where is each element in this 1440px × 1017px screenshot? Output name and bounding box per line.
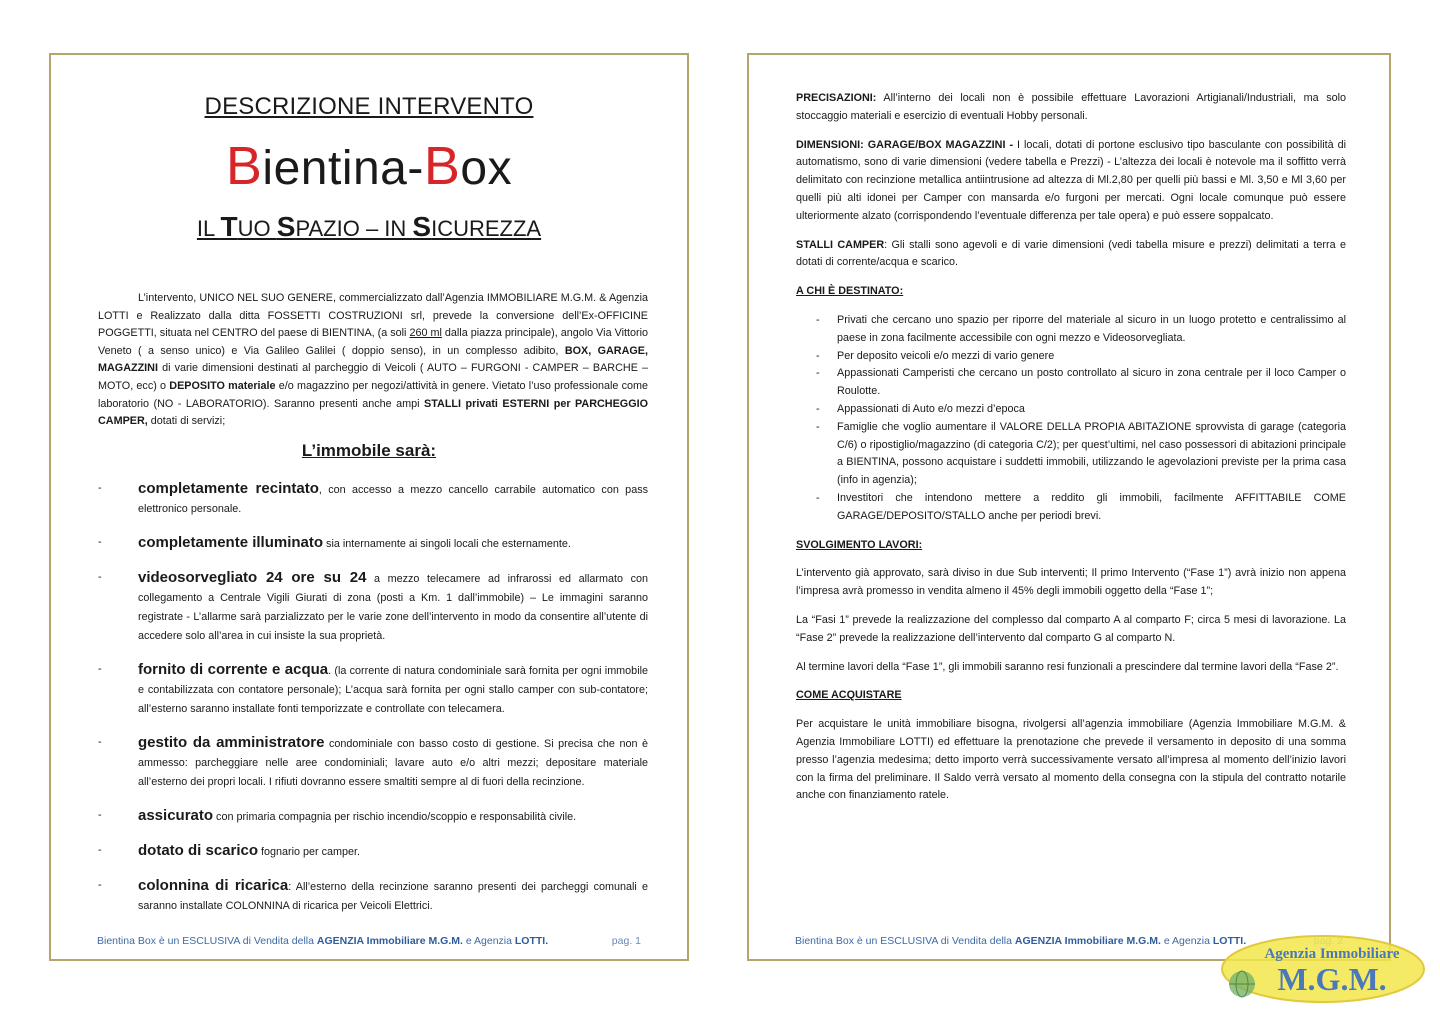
- slogan-cap: S: [276, 211, 296, 242]
- list-item-text: Famiglie che voglio aumentare il VALORE DELLA PROPIA ABITAZIONE sprovvista di garage (categoria C/6) o ripostiglio/magazzino (di categoria C/2); per quest’ultimi, nel caso possessori di abitazioni principale a BIENTINA, possono acquistare i suddetti immobili, utilizzando le agevolazioni previste per la prima casa (info in agenzia);: [837, 420, 1346, 487]
- list-item: - Privati che cercano uno spazio per riporre del materiale al sicuro in un luogo protetto e centralissimo al paese in zona facilmente accessibile con ogni mezzo e Videosorvegliata.: [816, 313, 1346, 344]
- dimensioni-paragraph: [796, 137, 1346, 226]
- slogan-part: IL: [196, 216, 221, 241]
- brand-title: [51, 135, 687, 197]
- footer-text: Bientina Box è un ESCLUSIVA di Vendita della: [795, 935, 1015, 947]
- footer-bold: LOTTI.: [514, 935, 549, 947]
- list-item-text: Investitori che intendono mettere a reddito gli immobili, facilmente AFFITTABILE COME GARAGE/DEPOSITO/STALLO anche per periodi brevi.: [837, 491, 1346, 522]
- feature-item: - colonnina di ricarica: All’esterno della recinzione saranno presenti dei parcheggi comunali e saranno installate COLONNINA di ricarica per Veicoli Elettrici.: [98, 877, 648, 912]
- feature-text: fognario per camper.: [258, 846, 361, 858]
- slogan-cap: S: [412, 211, 432, 242]
- section-heading-acquistare: COME ACQUISTARE: [796, 689, 902, 702]
- footer-text: e Agenzia: [1160, 935, 1213, 947]
- list-item: - Appassionati Camperisti che cercano un posto controllato al sicuro in zona centrale per il loco Camper o Roulotte.: [816, 367, 1346, 398]
- feature-text: sia internamente ai singoli locali che esternamente.: [323, 538, 571, 550]
- feature-item: - completamente illuminato sia internamente ai singoli locali che esternamente.: [98, 534, 571, 551]
- feature-item: - videosorvegliato 24 ore su 24 a mezzo telecamere ad infrarossi ed allarmato con collegamento a Centrale Vigili Giurati di zona (posti a Km. 1 dall’immobile) – Le immagini saranno registrate - L’allarme sarà parzializzato per le varie zone dell’intervento in modo da consentire all’utente di accedere solo all’area in cui insiste la sua proprietà.: [98, 569, 649, 642]
- lavori-paragraph: Al termine lavori della “Fase 1”, gli immobili saranno resi funzionali a prescindere dal termine lavori della “Fase 2”.: [796, 660, 1339, 673]
- footer-bold: AGENZIA Immobiliare M.G.M.: [316, 935, 463, 947]
- footer-bold: LOTTI.: [1212, 935, 1247, 947]
- list-item-text: Privati che cercano uno spazio per riporre del materiale al sicuro in un luogo protetto e centralissimo al paese in zona facilmente accessibile con ogni mezzo e Videosorvegliata.: [837, 313, 1346, 344]
- brand-part-2: ox: [460, 142, 513, 195]
- intro-underline: 260 ml: [409, 327, 442, 340]
- globe-icon: [1229, 971, 1255, 997]
- intro-bold: STALLI privati ESTERNI per PARCHEGGIO CAMPER,: [98, 397, 649, 428]
- list-item: - Appassionati di Auto e/o mezzi d’epoca: [816, 402, 1025, 415]
- brand-letter-b1: B: [225, 136, 263, 196]
- list-item-text: Per deposito veicoli e/o mezzi di vario genere: [837, 349, 1055, 362]
- footer-text: e Agenzia: [462, 935, 515, 947]
- paragraph-text: I locali, dotati di portone esclusivo tipo basculante con possibilità di automatismo, sono di varie dimensioni (vedere tabella e Prezzi) - L’altezza dei locali è notevole ma il soffitto verrà delimitato con recinzione metallica antiintrusione ad altezza di Ml.2,80 per quelli più bassi e Ml. 3,50 e Ml 3,60 per quelli più alti idonei per Camper con mansarda e/o furgoni per mercati. Ogni locale comunque può essere ulteriormente alzato (corrispondendo l’eventuale differenza per tale opera) e può essere soppalcato.: [796, 138, 1346, 222]
- section-label: STALLI CAMPER: [796, 238, 885, 251]
- feature-text: : All’esterno della recinzione saranno presenti dei parcheggi comunali e saranno installate COLONNINA di ricarica per Veicoli Elettrici.: [138, 881, 648, 912]
- destinato-list: [796, 312, 1346, 526]
- lavori-paragraph: L’intervento già approvato, sarà diviso in due Sub interventi; Il primo Intervento (“Fase 1”) avrà inizio non appena l’impresa avrà promesso in vendita almeno il 45% degli immobili oggetto della “Fase 1”;: [796, 567, 1346, 598]
- list-item: - Famiglie che voglio aumentare il VALORE DELLA PROPIA ABITAZIONE sprovvista di garage (categoria C/6) o ripostiglio/magazzino (di categoria C/2); per quest’ultimi, nel caso possessori di abitazioni principale a BIENTINA, possono acquistare i suddetti immobili, utilizzando le agevolazioni previste per la prima casa (info in agenzia);: [816, 420, 1346, 487]
- paragraph-text: All’interno dei locali non è possibile effettuare Lavorazioni Artigianali/Industriali, ma solo stoccaggio materiali e esercizio di eventuali Hobby personali.: [796, 92, 1346, 122]
- document-page-1: [49, 53, 689, 961]
- intro-text: e/o magazzino per negozi/attività in genere. Vietato l’uso professionale come laboratorio (NO - LABORATORIO). Saranno presenti anche ampi: [98, 379, 648, 410]
- section-heading-destinato: A CHI È DESTINATO:: [796, 285, 904, 298]
- slogan-part: PAZIO – IN: [295, 216, 413, 241]
- brand-letter-b2: B: [423, 136, 461, 196]
- precisazioni-paragraph: [796, 90, 1346, 126]
- footer-bold: AGENZIA Immobiliare M.G.M.: [1014, 935, 1161, 947]
- feature-item: - completamente recintato, con accesso a mezzo cancello carrabile automatico con pass elettronico personale.: [98, 480, 648, 515]
- page-footer: [97, 935, 641, 947]
- document-page-2: [747, 53, 1391, 961]
- intro-text: L’intervento, UNICO NEL SUO GENERE, commercializzato dall’Agenzia IMMOBILIARE M.G.M. & Agenzia LOTTI e Realizzato dalla ditta FOSSETTI COSTRUZIONI srl, prevede la conversione dell’Ex-OFFICINE POGGETTI, situata nel CENTRO del paese di BIENTINA, (a soli: [98, 292, 648, 340]
- feature-item: - assicurato con primaria compagnia per rischio incendio/scoppio e responsabilità civile.: [98, 807, 577, 824]
- feature-item: - gestito da amministratore condominiale con basso costo di gestione. Si precisa che non è ammesso: parcheggiare nelle aree condominiali; lavare auto e/o altri mezzi; depositare materiale all’esterno dei propri locali. I rifiuti dovranno essere smaltiti sempre al di fuori della recinzione.: [98, 734, 648, 788]
- lavori-paragraph: La “Fasi 1” prevede la realizzazione del complesso dal comparto A al comparto F; circa 5 mesi di lavorazione. La “Fase 2” prevede la realizzazione dell’intervento dal comparto G al comparto N.: [796, 613, 1346, 644]
- feature-text: con primaria compagnia per rischio incendio/scoppio e responsabilità civile.: [213, 811, 577, 823]
- footer-text: Bientina Box è un ESCLUSIVA di Vendita della: [97, 935, 317, 947]
- brand-part-1: ientina-: [262, 142, 424, 195]
- logo-line-1: Agenzia Immobiliare: [1264, 946, 1400, 962]
- feature-text: a mezzo telecamere ad infrarossi ed allarmato con collegamento a Centrale Vigili Giurati di zona (posti a Km. 1 dall’immobile) – Le immagini saranno registrate - L’allarme sarà parzializzato per le varie zone dell’intervento in modo da consentire all’utente di accedere solo all’area in cui insiste la sua proprietà.: [138, 573, 649, 642]
- slogan-part: UO: [237, 216, 277, 241]
- paragraph-text: : Gli stalli sono agevoli e di varie dimensioni (vedi tabella misure e prezzi) delimitati a terra e dotati di corrente/acqua e scarico.: [796, 238, 1346, 269]
- page-2-body: [796, 90, 1346, 816]
- feature-name: assicurato: [138, 807, 214, 824]
- features-list: [98, 479, 648, 930]
- feature-text: condominiale con basso costo di gestione. Si precisa che non è ammesso: parcheggiare nelle aree condominiali; lavare auto e/o altri mezzi; depositare materiale all’esterno dei propri locali. I rifiuti dovranno essere smaltiti sempre al di fuori della recinzione.: [138, 738, 648, 788]
- intro-text: dotati di servizi;: [147, 415, 226, 428]
- list-item: - Per deposito veicoli e/o mezzi di vario genere: [816, 349, 1055, 362]
- section-heading-lavori: SVOLGIMENTO LAVORI:: [796, 538, 923, 551]
- slogan-part: ICUREZZA: [431, 216, 542, 241]
- intro-text: di varie dimensioni destinati al parcheggio di Veicoli ( AUTO – FURGONI - CAMPER – BARCHE – MOTO, ecc) o: [98, 362, 648, 392]
- feature-name: fornito di corrente e acqua: [138, 661, 329, 678]
- list-item: - Investitori che intendono mettere a reddito gli immobili, facilmente AFFITTABILE COME GARAGE/DEPOSITO/STALLO anche per periodi brevi.: [816, 491, 1346, 522]
- feature-item: - dotato di scarico fognario per camper.: [98, 842, 361, 859]
- section-label: DIMENSIONI: GARAGE/BOX MAGAZZINI -: [796, 138, 1014, 151]
- intro-text: dalla piazza principale), angolo Via Vittorio Veneto ( a senso unico) e Via Galileo Galilei ( doppio senso), in un complesso adibito,: [98, 327, 648, 357]
- feature-name: colonnina di ricarica: [138, 877, 289, 894]
- slogan: [51, 211, 687, 243]
- list-item-text: Appassionati Camperisti che cercano un posto controllato al sicuro in zona centrale per il loco Camper o Roulotte.: [837, 367, 1346, 398]
- feature-text: , con accesso a mezzo cancello carrabile automatico con pass elettronico personale.: [138, 484, 648, 515]
- intro-bold: DEPOSITO materiale: [169, 379, 276, 392]
- list-item-text: Appassionati di Auto e/o mezzi d’epoca: [837, 402, 1025, 415]
- features-heading: L’immobile sarà:: [301, 441, 437, 460]
- feature-item: - fornito di corrente e acqua. (la corrente di natura condominiale sarà fornita per ogni immobile e contabilizzata con contatore personale); L’acqua sarà fornita per ogni stallo camper con sub-contatore; all’esterno saranno installate fonti temporizzate e controllate con telecamera.: [98, 661, 648, 715]
- page-number: pag. 1: [611, 935, 641, 947]
- feature-name: videosorvegliato 24 ore su 24: [138, 569, 367, 586]
- feature-name: completamente illuminato: [138, 534, 324, 551]
- feature-name: completamente recintato: [138, 480, 319, 497]
- acquistare-paragraph: Per acquistare le unità immobiliare bisogna, rivolgersi all’agenzia immobiliare (Agenzia Immobiliare M.G.M. & Agenzia Immobiliare LOTTI) ed effettuare la prenotazione che prevede il versamento in deposito di una somma presso l’agenzia medesima; detto importo verrà successivamente versato all’impresa al momento dell’inizio lavori con la firma del preliminare. Il Saldo verrà versato al momento della consegna con la stipula del contratto notarile anche con finanziamento ratele.: [796, 718, 1346, 802]
- page-title: DESCRIZIONE INTERVENTO: [204, 93, 534, 120]
- intro-bold: BOX, GARAGE, MAGAZZINI: [98, 344, 648, 375]
- section-label: PRECISAZIONI:: [796, 92, 877, 104]
- feature-name: gestito da amministratore: [138, 734, 325, 751]
- feature-name: dotato di scarico: [138, 842, 259, 859]
- agency-logo: [1220, 934, 1426, 1004]
- stalli-paragraph: [796, 237, 1346, 273]
- feature-text: . (la corrente di natura condominiale sarà fornita per ogni immobile e contabilizzata con contatore personale); L’acqua sarà fornita per ogni stallo camper con sub-contatore; all’esterno saranno installate fonti temporizzate e controllate con telecamera.: [138, 665, 648, 715]
- intro-paragraph: [98, 290, 648, 431]
- slogan-cap: T: [220, 211, 238, 242]
- logo-line-2: M.G.M.: [1277, 961, 1387, 997]
